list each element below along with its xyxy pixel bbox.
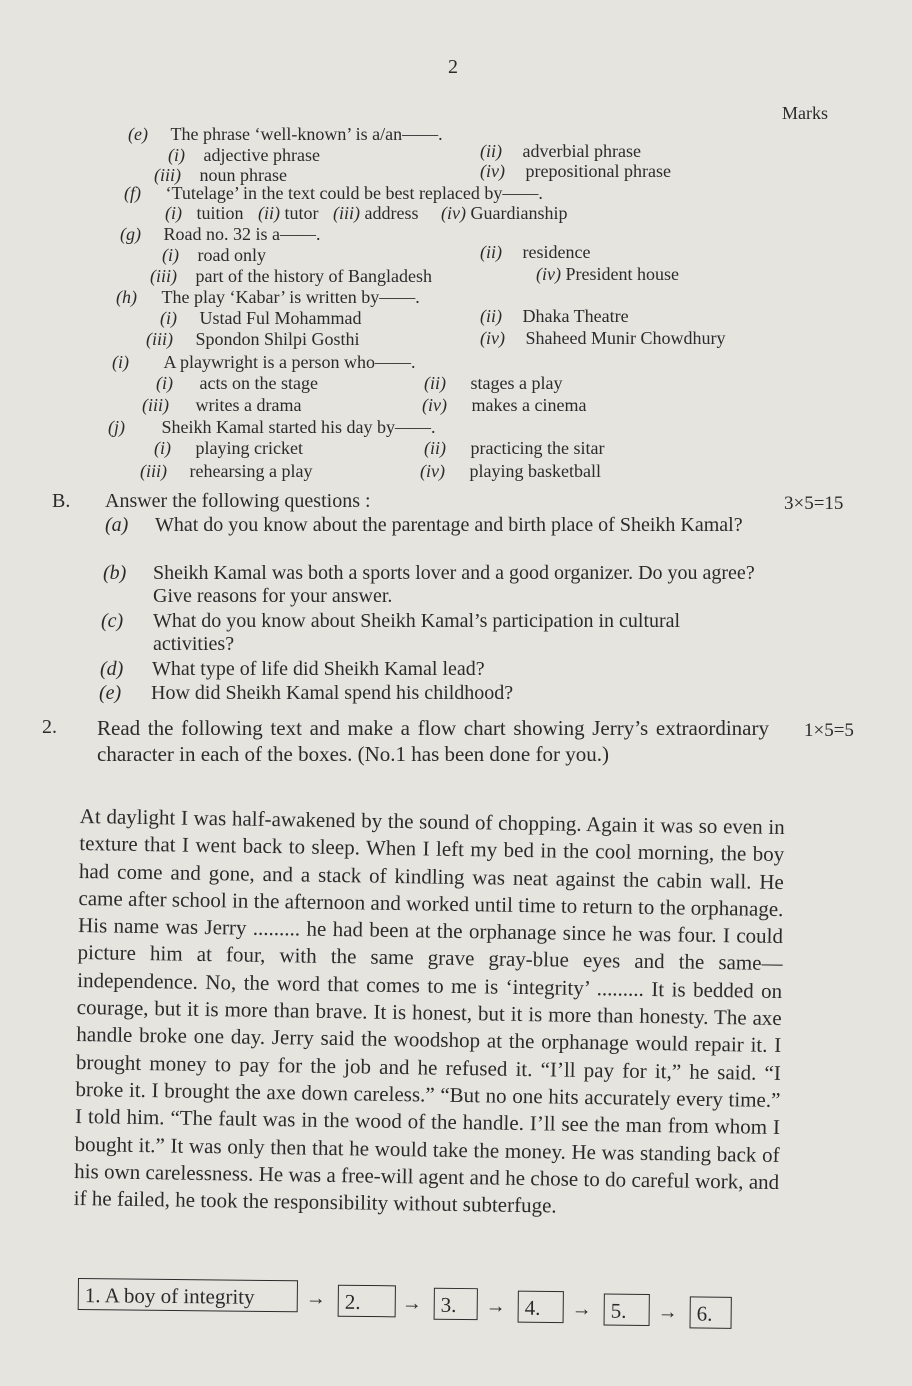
mcq-label: (e) bbox=[128, 124, 148, 144]
flow-box-5[interactable]: 5. bbox=[604, 1294, 650, 1326]
mcq-j bbox=[108, 417, 435, 438]
mcq-label: (f) bbox=[124, 183, 141, 203]
mcq-stem: Sheikh Kamal started his day by——. bbox=[161, 417, 436, 437]
option-label: (iii) bbox=[142, 395, 169, 415]
option-label: (iii) bbox=[154, 165, 181, 185]
question-label: (a) bbox=[105, 514, 129, 536]
option-label: (i) bbox=[154, 438, 171, 458]
question-label: (d) bbox=[100, 658, 124, 680]
section-b-title: Answer the following questions : bbox=[105, 490, 371, 512]
question-2-instruction: Read the following text and make a flow chart showing Jerry’s extraordinary character in each of the boxes. (No.1 has been done for you.) bbox=[97, 716, 769, 766]
question-label: (c) bbox=[101, 610, 124, 632]
option-label: (iv) bbox=[480, 328, 505, 348]
option-text: rehearsing a play bbox=[189, 461, 313, 481]
option-label: (iii) bbox=[333, 203, 361, 223]
option-text: tuition bbox=[196, 203, 244, 223]
option-label: (iv) bbox=[420, 461, 445, 481]
option-label: (i) bbox=[165, 203, 182, 223]
option-label: (ii) bbox=[424, 373, 446, 393]
mcq-i bbox=[112, 352, 415, 373]
option-text: makes a cinema bbox=[471, 395, 587, 415]
question-b-c bbox=[101, 610, 765, 656]
option-text: residence bbox=[522, 242, 591, 262]
question-text: What do you know about Sheikh Kamal’s participation in cultural activities? bbox=[153, 610, 681, 655]
option-label: (i) bbox=[162, 245, 179, 265]
option-text: tutor bbox=[284, 203, 319, 223]
question-label: (b) bbox=[103, 562, 127, 584]
option-label: (iv) bbox=[422, 395, 447, 415]
option-text: adverbial phrase bbox=[522, 141, 641, 161]
option-text: prepositional phrase bbox=[525, 161, 671, 181]
question-b-a bbox=[105, 514, 765, 537]
option-label: (i) bbox=[160, 308, 177, 328]
option-label: (i) bbox=[168, 145, 185, 165]
flow-box-6[interactable]: 6. bbox=[690, 1296, 732, 1328]
mcq-stem: The play ‘Kabar’ is written by——. bbox=[161, 287, 420, 307]
option-text: writes a drama bbox=[195, 395, 302, 415]
mcq-stem: Road no. 32 is a——. bbox=[163, 224, 321, 244]
mcq-label: (h) bbox=[116, 287, 137, 307]
question-2-label: 2. bbox=[42, 716, 57, 738]
arrow-icon: → bbox=[305, 1287, 326, 1310]
mcq-h bbox=[116, 287, 420, 308]
question-text: What do you know about the parentage and birth place of Sheikh Kamal? bbox=[155, 514, 743, 536]
option-text: adjective phrase bbox=[203, 145, 320, 165]
mcq-label: (i) bbox=[112, 352, 129, 372]
option-text: acts on the stage bbox=[199, 373, 318, 393]
question-b-b bbox=[103, 562, 765, 608]
option-text: playing cricket bbox=[195, 438, 303, 458]
option-text: Guardianship bbox=[470, 203, 568, 223]
section-b-marks: 3×5=15 bbox=[784, 493, 844, 514]
question-text: Sheikh Kamal was both a sports lover and a good organizer. Do you agree? Give reasons for your answer. bbox=[153, 562, 755, 607]
mcq-e bbox=[128, 124, 443, 145]
flow-box-3[interactable]: 3. bbox=[434, 1288, 478, 1320]
option-text: noun phrase bbox=[199, 165, 287, 185]
question-2-marks: 1×5=5 bbox=[804, 720, 854, 741]
option-label: (ii) bbox=[480, 306, 502, 326]
question-text: How did Sheikh Kamal spend his childhood? bbox=[151, 682, 514, 704]
option-text: Ustad Ful Mohammad bbox=[199, 308, 362, 328]
option-label: (iv) bbox=[480, 161, 505, 181]
mcq-stem: ‘Tutelage’ in the text could be best replaced by——. bbox=[165, 183, 543, 203]
question-label: (e) bbox=[99, 682, 122, 704]
mcq-stem: A playwright is a person who——. bbox=[163, 352, 416, 372]
option-text: address bbox=[364, 203, 419, 223]
option-text: road only bbox=[197, 245, 266, 265]
option-label: (iii) bbox=[150, 266, 177, 286]
arrow-icon: → bbox=[657, 1301, 678, 1324]
mcq-f-options bbox=[165, 203, 567, 224]
question-b-d bbox=[100, 658, 765, 681]
option-label: (ii) bbox=[258, 203, 281, 223]
marks-header: Marks bbox=[782, 103, 828, 123]
section-b-label: B. bbox=[52, 490, 71, 512]
flow-box-4[interactable]: 4. bbox=[518, 1291, 564, 1323]
option-label: (ii) bbox=[480, 141, 502, 161]
arrow-icon: → bbox=[571, 1298, 592, 1321]
option-label: (iii) bbox=[146, 329, 173, 349]
flow-box-2[interactable]: 2. bbox=[338, 1285, 396, 1318]
option-text: playing basketball bbox=[469, 461, 601, 481]
option-text: Shaheed Munir Chowdhury bbox=[525, 328, 726, 348]
question-text: What type of life did Sheikh Kamal lead? bbox=[152, 658, 485, 680]
mcq-stem: The phrase ‘well-known’ is a/an——. bbox=[170, 124, 443, 144]
option-text: Spondon Shilpi Gosthi bbox=[195, 329, 360, 349]
reading-passage: At daylight I was half-awakened by the sound of chopping. Again it was so even in texture that I went back to sleep. When I left my bed in the cool morning, the boy had come and gone, and a stack of kindling was neat against the cabin wall. He came after school in the afternoon and worked until time to return to the orphanage. His name was Jerry ......... he had been at the orphanage since he was four. I could picture him at four, with the same grave gray-blue eyes and the same—independence. No, the word that comes to me is ‘integrity’ ......... It is bedded on courage, but it is more than brave. It is honest, but it is more than honesty. The axe handle broke one day. Jerry said the woodshop at the orphanage would repair it. I brought money to pay for the job and he refused it. “I’ll pay for it,” he said. “I broke it. I brought the axe down careless.” “But no one hits accurately every time.” I told him. “The fault was in the wood of the handle. I’ll see the man from whom I bought it.” It was only then that he would take the money. He was standing back of his own carelessness. He was a free-will agent and he chose to do careful work, and if he failed, he took the responsibility without subterfuge. bbox=[73, 803, 785, 1218]
arrow-icon: → bbox=[401, 1292, 422, 1315]
mcq-g bbox=[120, 224, 321, 245]
flow-box-1: 1. A boy of integrity bbox=[78, 1278, 298, 1312]
option-label: (i) bbox=[156, 373, 173, 393]
option-label: (ii) bbox=[424, 438, 446, 458]
option-text: practicing the sitar bbox=[470, 438, 605, 458]
option-label: (iv) bbox=[441, 203, 466, 223]
arrow-icon: → bbox=[485, 1295, 506, 1318]
option-text: President house bbox=[565, 264, 679, 284]
option-text: part of the history of Bangladesh bbox=[195, 266, 432, 286]
mcq-label: (g) bbox=[120, 224, 141, 244]
option-label: (iii) bbox=[140, 461, 167, 481]
question-b-e bbox=[99, 682, 765, 705]
option-label: (iv) bbox=[536, 264, 561, 284]
option-label: (ii) bbox=[480, 242, 502, 262]
page-number: 2 bbox=[448, 56, 458, 78]
mcq-f bbox=[124, 183, 543, 204]
option-text: Dhaka Theatre bbox=[522, 306, 629, 326]
mcq-label: (j) bbox=[108, 417, 125, 437]
option-text: stages a play bbox=[470, 373, 563, 393]
